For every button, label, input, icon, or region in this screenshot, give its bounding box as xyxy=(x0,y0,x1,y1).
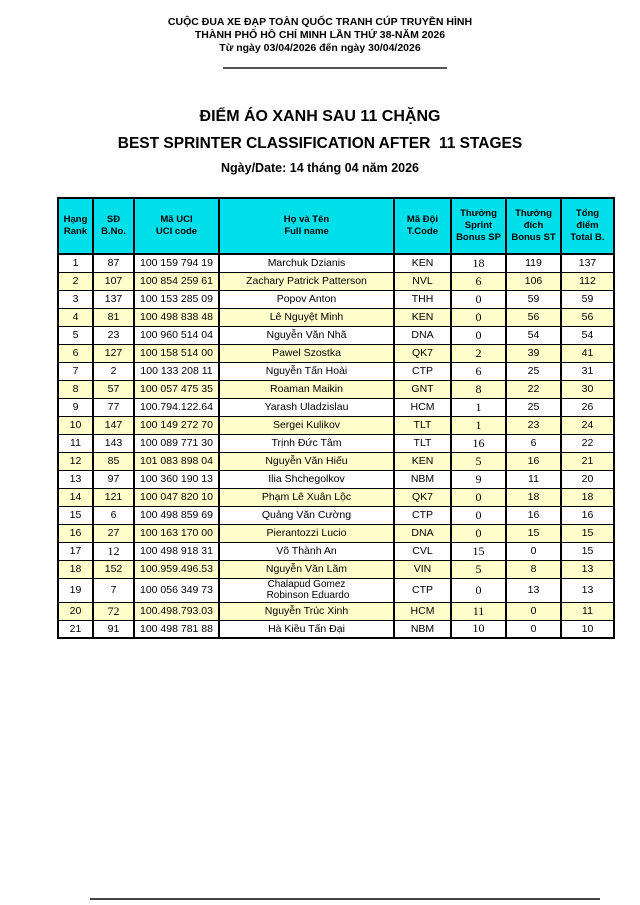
cell-team-code: NBM xyxy=(394,470,451,488)
table-row xyxy=(58,602,614,620)
cell-uci-code: 100 133 208 11 xyxy=(134,362,219,380)
column-header-rank: Hạng Rank xyxy=(58,198,93,254)
cell-sprint-bonus: 0 xyxy=(451,488,506,506)
cell-finish-bonus: 0 xyxy=(506,620,561,638)
table-row xyxy=(58,488,614,506)
table-row xyxy=(58,326,614,344)
cell-rank: 20 xyxy=(58,602,93,620)
cell-sprint-bonus: 0 xyxy=(451,290,506,308)
table-row xyxy=(58,620,614,638)
cell-team-code: TLT xyxy=(394,434,451,452)
cell-full-name: Ilia Shchegolkov xyxy=(219,470,394,488)
cell-team-code: NBM xyxy=(394,620,451,638)
cell-total-points: 112 xyxy=(561,272,614,290)
cell-sprint-bonus: 0 xyxy=(451,308,506,326)
cell-finish-bonus: 54 xyxy=(506,326,561,344)
cell-finish-bonus: 25 xyxy=(506,398,561,416)
cell-finish-bonus: 6 xyxy=(506,434,561,452)
cell-rank: 13 xyxy=(58,470,93,488)
cell-team-code: QK7 xyxy=(394,344,451,362)
cell-rank: 19 xyxy=(58,578,93,602)
cell-total-points: 21 xyxy=(561,452,614,470)
cell-bno: 121 xyxy=(93,488,134,506)
cell-bno: 72 xyxy=(93,602,134,620)
cell-finish-bonus: 39 xyxy=(506,344,561,362)
cell-uci-code: 100 089 771 30 xyxy=(134,434,219,452)
cell-uci-code: 100 149 272 70 xyxy=(134,416,219,434)
date-line: Ngày/Date: 14 tháng 04 năm 2026 xyxy=(221,161,419,175)
cell-team-code: VIN xyxy=(394,560,451,578)
cell-sprint-bonus: 18 xyxy=(451,254,506,272)
cell-finish-bonus: 0 xyxy=(506,602,561,620)
cell-uci-code: 100 158 514 00 xyxy=(134,344,219,362)
table-row xyxy=(58,434,614,452)
cell-uci-code: 101 083 898 04 xyxy=(134,452,219,470)
cell-total-points: 15 xyxy=(561,542,614,560)
cell-bno: 91 xyxy=(93,620,134,638)
cell-sprint-bonus: 0 xyxy=(451,506,506,524)
cell-full-name: Trịnh Đức Tâm xyxy=(219,434,394,452)
cell-finish-bonus: 15 xyxy=(506,524,561,542)
cell-finish-bonus: 25 xyxy=(506,362,561,380)
cell-sprint-bonus: 16 xyxy=(451,434,506,452)
cell-bno: 137 xyxy=(93,290,134,308)
footer-divider-line xyxy=(90,898,600,900)
cell-team-code: KEN xyxy=(394,254,451,272)
cell-team-code: KEN xyxy=(394,308,451,326)
cell-rank: 15 xyxy=(58,506,93,524)
cell-bno: 85 xyxy=(93,452,134,470)
cell-rank: 14 xyxy=(58,488,93,506)
cell-sprint-bonus: 0 xyxy=(451,578,506,602)
column-header-finish: Thưởng đích Bonus ST xyxy=(506,198,561,254)
cell-full-name: Pierantozzi Lucio xyxy=(219,524,394,542)
cell-rank: 4 xyxy=(58,308,93,326)
cell-team-code: NVL xyxy=(394,272,451,290)
cell-team-code: CTP xyxy=(394,506,451,524)
cell-total-points: 11 xyxy=(561,602,614,620)
table-row xyxy=(58,524,614,542)
cell-rank: 3 xyxy=(58,290,93,308)
cell-full-name: Nguyễn Văn Hiếu xyxy=(219,452,394,470)
cell-bno: 57 xyxy=(93,380,134,398)
table-row xyxy=(58,470,614,488)
cell-full-name: Chalapud Gomez Robinson Eduardo xyxy=(219,578,394,602)
table-row xyxy=(58,380,614,398)
cell-bno: 143 xyxy=(93,434,134,452)
title-block xyxy=(0,108,640,175)
cell-bno: 2 xyxy=(93,362,134,380)
column-header-total: Tổng điểm Total B. xyxy=(561,198,614,254)
cell-sprint-bonus: 9 xyxy=(451,470,506,488)
cell-finish-bonus: 23 xyxy=(506,416,561,434)
cell-sprint-bonus: 1 xyxy=(451,398,506,416)
cell-sprint-bonus: 6 xyxy=(451,362,506,380)
cell-rank: 18 xyxy=(58,560,93,578)
cell-rank: 8 xyxy=(58,380,93,398)
cell-finish-bonus: 22 xyxy=(506,380,561,398)
cell-uci-code: 100 498 859 69 xyxy=(134,506,219,524)
cell-bno: 7 xyxy=(93,578,134,602)
cell-bno: 23 xyxy=(93,326,134,344)
cell-bno: 97 xyxy=(93,470,134,488)
cell-rank: 11 xyxy=(58,434,93,452)
table-header-row xyxy=(58,198,614,254)
cell-uci-code: 100.959.496.53 xyxy=(134,560,219,578)
cell-team-code: CTP xyxy=(394,362,451,380)
cell-bno: 107 xyxy=(93,272,134,290)
cell-uci-code: 100 360 190 13 xyxy=(134,470,219,488)
cell-total-points: 20 xyxy=(561,470,614,488)
cell-finish-bonus: 119 xyxy=(506,254,561,272)
cell-full-name: Phạm Lê Xuân Lộc xyxy=(219,488,394,506)
cell-full-name: Hà Kiều Tấn Đại xyxy=(219,620,394,638)
cell-rank: 1 xyxy=(58,254,93,272)
header-divider-line xyxy=(223,67,447,69)
cell-finish-bonus: 11 xyxy=(506,470,561,488)
cell-uci-code: 100 056 349 73 xyxy=(134,578,219,602)
cell-team-code: KEN xyxy=(394,452,451,470)
cell-rank: 2 xyxy=(58,272,93,290)
cell-sprint-bonus: 15 xyxy=(451,542,506,560)
cell-rank: 6 xyxy=(58,344,93,362)
cell-total-points: 18 xyxy=(561,488,614,506)
cell-finish-bonus: 16 xyxy=(506,452,561,470)
table-row xyxy=(58,398,614,416)
cell-full-name: Quảng Văn Cường xyxy=(219,506,394,524)
cell-full-name: Nguyễn Tấn Hoài xyxy=(219,362,394,380)
cell-full-name: Zachary Patrick Patterson xyxy=(219,272,394,290)
column-header-name: Họ và Tên Full name xyxy=(219,198,394,254)
table-row xyxy=(58,560,614,578)
table-row xyxy=(58,578,614,602)
cell-team-code: CVL xyxy=(394,542,451,560)
cell-uci-code: 100 057 475 35 xyxy=(134,380,219,398)
document-header xyxy=(0,16,640,55)
cell-sprint-bonus: 0 xyxy=(451,524,506,542)
cell-total-points: 24 xyxy=(561,416,614,434)
table-row xyxy=(58,290,614,308)
cell-sprint-bonus: 8 xyxy=(451,380,506,398)
table-row xyxy=(58,272,614,290)
cell-uci-code: 100.498.793.03 xyxy=(134,602,219,620)
cell-full-name: Nguyễn Văn Nhã xyxy=(219,326,394,344)
cell-full-name: Nguyễn Văn Lãm xyxy=(219,560,394,578)
cell-sprint-bonus: 0 xyxy=(451,326,506,344)
cell-full-name: Pawel Szostka xyxy=(219,344,394,362)
cell-sprint-bonus: 5 xyxy=(451,560,506,578)
cell-full-name: Popov Anton xyxy=(219,290,394,308)
cell-team-code: THH xyxy=(394,290,451,308)
cell-rank: 16 xyxy=(58,524,93,542)
column-header-team: Mã Đội T.Code xyxy=(394,198,451,254)
cell-team-code: TLT xyxy=(394,416,451,434)
cell-full-name: Roaman Maikin xyxy=(219,380,394,398)
classification-table xyxy=(57,197,615,639)
table-row xyxy=(58,542,614,560)
cell-team-code: HCM xyxy=(394,602,451,620)
cell-bno: 81 xyxy=(93,308,134,326)
cell-total-points: 16 xyxy=(561,506,614,524)
cell-bno: 6 xyxy=(93,506,134,524)
cell-total-points: 56 xyxy=(561,308,614,326)
cell-uci-code: 100 498 781 88 xyxy=(134,620,219,638)
cell-finish-bonus: 8 xyxy=(506,560,561,578)
cell-rank: 12 xyxy=(58,452,93,470)
cell-rank: 9 xyxy=(58,398,93,416)
cell-total-points: 26 xyxy=(561,398,614,416)
cell-bno: 12 xyxy=(93,542,134,560)
cell-full-name: Nguyễn Trúc Xinh xyxy=(219,602,394,620)
cell-finish-bonus: 13 xyxy=(506,578,561,602)
column-header-uci: Mã UCI UCI code xyxy=(134,198,219,254)
table-row xyxy=(58,344,614,362)
cell-bno: 87 xyxy=(93,254,134,272)
table-row xyxy=(58,362,614,380)
cell-sprint-bonus: 2 xyxy=(451,344,506,362)
cell-sprint-bonus: 11 xyxy=(451,602,506,620)
cell-full-name: Sergei Kulikov xyxy=(219,416,394,434)
table-row xyxy=(58,506,614,524)
table-row xyxy=(58,452,614,470)
cell-total-points: 10 xyxy=(561,620,614,638)
cell-uci-code: 100 159 794 19 xyxy=(134,254,219,272)
cell-bno: 127 xyxy=(93,344,134,362)
cell-sprint-bonus: 1 xyxy=(451,416,506,434)
cell-team-code: HCM xyxy=(394,398,451,416)
header-line-1: CUỘC ĐUA XE ĐẠP TOÀN QUỐC TRANH CÚP TRUYỀN HÌNH xyxy=(167,16,473,28)
cell-finish-bonus: 18 xyxy=(506,488,561,506)
column-header-sprint: Thưởng Sprint Bonus SP xyxy=(451,198,506,254)
header-line-3: Từ ngày 03/04/2026 đến ngày 30/04/2026 xyxy=(219,42,421,54)
cell-rank: 21 xyxy=(58,620,93,638)
cell-total-points: 15 xyxy=(561,524,614,542)
cell-total-points: 59 xyxy=(561,290,614,308)
cell-finish-bonus: 56 xyxy=(506,308,561,326)
cell-team-code: DNA xyxy=(394,524,451,542)
cell-finish-bonus: 106 xyxy=(506,272,561,290)
cell-full-name: Võ Thành An xyxy=(219,542,394,560)
cell-finish-bonus: 59 xyxy=(506,290,561,308)
table-row xyxy=(58,416,614,434)
cell-bno: 147 xyxy=(93,416,134,434)
cell-total-points: 54 xyxy=(561,326,614,344)
cell-total-points: 41 xyxy=(561,344,614,362)
cell-full-name: Yarash Uladzislau xyxy=(219,398,394,416)
cell-team-code: DNA xyxy=(394,326,451,344)
cell-team-code: QK7 xyxy=(394,488,451,506)
cell-team-code: GNT xyxy=(394,380,451,398)
cell-sprint-bonus: 10 xyxy=(451,620,506,638)
cell-total-points: 22 xyxy=(561,434,614,452)
cell-uci-code: 100 498 838 48 xyxy=(134,308,219,326)
cell-full-name: Lê Nguyệt Minh xyxy=(219,308,394,326)
cell-uci-code: 100.794.122.64 xyxy=(134,398,219,416)
cell-rank: 17 xyxy=(58,542,93,560)
column-header-bno: SĐ B.No. xyxy=(93,198,134,254)
cell-sprint-bonus: 5 xyxy=(451,452,506,470)
cell-bno: 77 xyxy=(93,398,134,416)
cell-total-points: 31 xyxy=(561,362,614,380)
cell-uci-code: 100 854 259 61 xyxy=(134,272,219,290)
page-title-english: BEST SPRINTER CLASSIFICATION AFTER 11 STAGES xyxy=(117,135,523,152)
cell-uci-code: 100 047 820 10 xyxy=(134,488,219,506)
cell-total-points: 13 xyxy=(561,560,614,578)
cell-sprint-bonus: 6 xyxy=(451,272,506,290)
cell-rank: 7 xyxy=(58,362,93,380)
cell-uci-code: 100 163 170 00 xyxy=(134,524,219,542)
cell-total-points: 137 xyxy=(561,254,614,272)
table-row xyxy=(58,254,614,272)
cell-uci-code: 100 960 514 04 xyxy=(134,326,219,344)
cell-uci-code: 100 498 918 31 xyxy=(134,542,219,560)
cell-total-points: 13 xyxy=(561,578,614,602)
cell-team-code: CTP xyxy=(394,578,451,602)
cell-rank: 5 xyxy=(58,326,93,344)
header-line-2: THÀNH PHỐ HỒ CHÍ MINH LẦN THỨ 38-NĂM 2026 xyxy=(194,29,446,41)
cell-finish-bonus: 16 xyxy=(506,506,561,524)
table-row xyxy=(58,308,614,326)
cell-bno: 152 xyxy=(93,560,134,578)
cell-finish-bonus: 0 xyxy=(506,542,561,560)
cell-full-name: Marchuk Dzianis xyxy=(219,254,394,272)
cell-bno: 27 xyxy=(93,524,134,542)
cell-rank: 10 xyxy=(58,416,93,434)
cell-total-points: 30 xyxy=(561,380,614,398)
cell-uci-code: 100 153 285 09 xyxy=(134,290,219,308)
page-title-vietnamese: ĐIỂM ÁO XANH SAU 11 CHẶNG xyxy=(199,108,441,125)
